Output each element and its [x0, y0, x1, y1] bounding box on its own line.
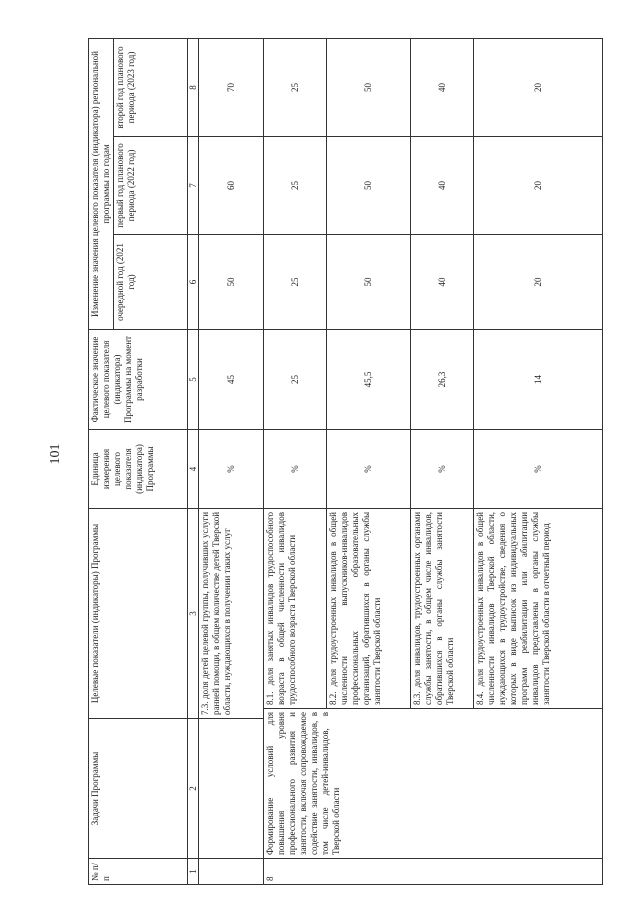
value-2022-cell: 50 [327, 136, 411, 234]
col-number: 7 [188, 136, 199, 234]
table-row [264, 38, 327, 884]
header-fact: Фактическое значение целевого показателя (индикатора) Программы на момент разработки [89, 329, 188, 429]
value-2021-cell: 50 [199, 234, 264, 329]
header-row-1 [89, 38, 114, 884]
value-2023-cell: 20 [474, 38, 603, 136]
header-tasks: Задачи Программы [89, 719, 188, 859]
row-task [199, 719, 264, 859]
column-numbers-row [188, 38, 199, 884]
value-2023-cell: 70 [199, 38, 264, 136]
col-number: 6 [188, 234, 199, 329]
header-years-group: Изменение значения целевого показателя (индикатора) региональной программы по годам [89, 38, 114, 329]
value-2021-cell: 20 [474, 234, 603, 329]
rotated-table-container [88, 39, 600, 885]
table-row [199, 38, 264, 884]
section-number: 8 [264, 859, 603, 885]
header-year-2023: второй год планового периода (2023 год) [114, 38, 188, 136]
row-number [199, 859, 264, 885]
header-number: № п/п [89, 859, 188, 885]
unit-cell: % [327, 429, 411, 508]
header-year-2022: первый год планового периода (2022 год) [114, 136, 188, 234]
unit-cell: % [411, 429, 474, 508]
value-2021-cell: 25 [264, 234, 327, 329]
unit-cell: % [264, 429, 327, 508]
section-task: Формирование условий для повышения уровня профессионального развития и занятости, включая сопровождаемое содействие занятости, инвалидов, в том числе детей-инвалидов, в Тверской области [264, 709, 603, 859]
unit-cell: % [474, 429, 603, 508]
col-number: 8 [188, 38, 199, 136]
value-2021-cell: 50 [327, 234, 411, 329]
value-2023-cell: 25 [264, 38, 327, 136]
fact-cell: 25 [264, 329, 327, 429]
indicator-cell: 8.4. доля трудоустроенных инвалидов в общей численности инвалидов Тверской области, нуждающихся в трудоустройстве, сведения о которых в виде выписок из индивидуальных программ реабилитации или абилитации инвалидов представлены в органы службы занятости Тверской области в отчетный период [474, 508, 603, 708]
value-2023-cell: 40 [411, 38, 474, 136]
value-2022-cell: 60 [199, 136, 264, 234]
value-2023-cell: 50 [327, 38, 411, 136]
page-number: 101 [48, 443, 63, 465]
fact-cell: 45 [199, 329, 264, 429]
value-2022-cell: 40 [411, 136, 474, 234]
unit-cell: % [199, 429, 264, 508]
header-unit: Единица измерения целевого показателя (индикатора) Программы [89, 429, 188, 508]
indicator-cell: 7.3. доля детей целевой группы, получивших услуги ранней помощи, в общем количестве детей Тверской области, нуждающихся в получении таких услуг [199, 508, 264, 718]
indicators-table [88, 38, 603, 885]
fact-cell: 26,3 [411, 329, 474, 429]
col-number: 2 [188, 719, 199, 859]
indicator-cell: 8.3. доля инвалидов, трудоустроенных органами службы занятости, в общем числе инвалидов, обратившихся в органы службы занятости Тверской области [411, 508, 474, 708]
indicator-cell: 8.1. доля занятых инвалидов трудоспособного возраста в общей численности инвалидов трудоспособного возраста Тверской области [264, 508, 327, 708]
col-number: 3 [188, 508, 199, 718]
header-indicators: Целевые показатели (индикаторы) Программы [89, 508, 188, 718]
value-2022-cell: 20 [474, 136, 603, 234]
header-year-2021: очередной год (2021 год) [114, 234, 188, 329]
value-2022-cell: 25 [264, 136, 327, 234]
fact-cell: 45,5 [327, 329, 411, 429]
value-2021-cell: 40 [411, 234, 474, 329]
fact-cell: 14 [474, 329, 603, 429]
col-number: 5 [188, 329, 199, 429]
col-number: 4 [188, 429, 199, 508]
indicator-cell: 8.2. доля трудоустроенных инвалидов в общей численности выпускников-инвалидов профессиональных образовательных организаций, обратившихся в органы службы занятости Тверской области [327, 508, 411, 708]
col-number: 1 [188, 859, 199, 885]
